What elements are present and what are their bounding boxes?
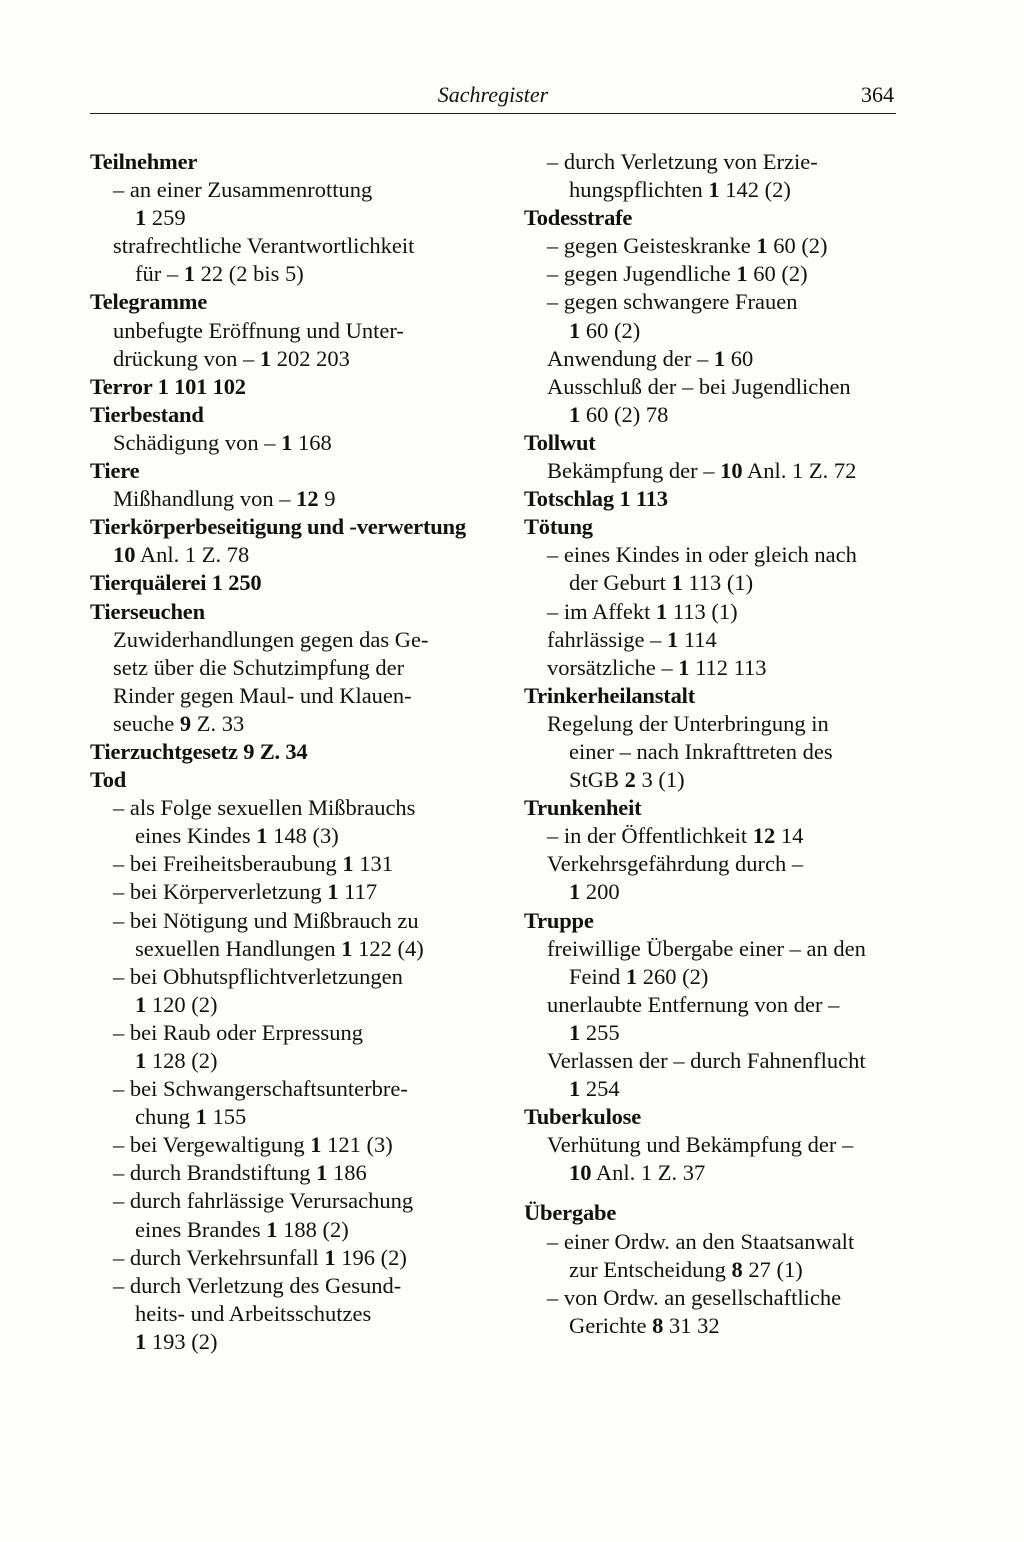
- index-entry: – bei Obhutspflichtverletzungen: [113, 963, 403, 989]
- index-entry: – durch Verkehrsunfall 1 196 (2): [113, 1244, 407, 1270]
- index-entry: heits- und Arbeitsschutzes: [135, 1300, 372, 1326]
- index-heading: Tierquälerei 1 250: [90, 570, 262, 596]
- index-entry: – durch Brandstiftung 1 186: [113, 1160, 367, 1186]
- index-column-left: [90, 148, 466, 1356]
- index-entry: eines Brandes 1 188 (2): [135, 1216, 349, 1242]
- index-entry: strafrechtliche Verantwortlichkeit: [113, 233, 415, 259]
- index-entry: Feind 1 260 (2): [569, 963, 709, 989]
- index-entry: Zuwiderhandlungen gegen das Ge-: [113, 626, 429, 652]
- index-entry: 1 60 (2): [569, 317, 641, 343]
- index-entry: Regelung der Unterbringung in: [547, 710, 829, 736]
- index-heading: Truppe: [524, 907, 594, 933]
- index-entry: Anwendung der – 1 60: [547, 345, 754, 371]
- index-spacer: [524, 1187, 898, 1199]
- page-number: 364: [861, 82, 894, 107]
- index-heading: Tiere: [90, 458, 140, 484]
- index-heading: Tierbestand: [90, 401, 204, 427]
- index-entry: Ausschluß der – bei Jugendlichen: [547, 373, 851, 399]
- index-entry: – durch fahrlässige Verursachung: [113, 1188, 414, 1214]
- index-entry: – bei Vergewaltigung 1 121 (3): [113, 1132, 393, 1158]
- index-heading: Totschlag 1 113: [524, 486, 668, 512]
- index-entry: der Geburt 1 113 (1): [569, 570, 754, 596]
- index-entry: – von Ordw. an gesellschaftliche: [547, 1284, 842, 1310]
- index-heading: Tierzuchtgesetz 9 Z. 34: [90, 738, 308, 764]
- index-entry: – gegen Geisteskranke 1 60 (2): [547, 233, 828, 259]
- index-entry: – als Folge sexuellen Mißbrauchs: [113, 795, 416, 821]
- index-entry: – an einer Zusammenrottung: [113, 177, 373, 203]
- index-heading: Terror 1 101 102: [90, 373, 246, 399]
- index-entry: unerlaubte Entfernung von der –: [547, 991, 840, 1017]
- index-entry: 1 255: [569, 1019, 620, 1045]
- index-entry: fahrlässige – 1 114: [547, 626, 717, 652]
- index-entry: – bei Freiheitsberaubung 1 131: [113, 851, 393, 877]
- index-entry: eines Kindes 1 148 (3): [135, 823, 339, 849]
- index-entry: Verkehrsgefährdung durch –: [547, 851, 804, 877]
- index-entry: Verlassen der – durch Fahnenflucht: [547, 1048, 866, 1073]
- index-entry: – bei Körperverletzung 1 117: [113, 879, 378, 905]
- index-entry: unbefugte Eröffnung und Unter-: [113, 317, 404, 343]
- index-entry: – eines Kindes in oder gleich nach: [547, 542, 857, 568]
- index-entry: StGB 2 3 (1): [569, 767, 685, 793]
- index-heading: Tierkörperbeseitigung und -verwertung: [90, 514, 466, 540]
- index-entry: 1 60 (2) 78: [569, 401, 669, 427]
- index-entry: zur Entscheidung 8 27 (1): [569, 1256, 803, 1282]
- index-entry: drückung von – 1 202 203: [113, 345, 350, 371]
- index-entry: 1 259: [135, 205, 186, 231]
- index-entry: – in der Öffentlichkeit 12 14: [547, 823, 804, 849]
- index-entry: – bei Schwangerschaftsunterbre-: [113, 1076, 408, 1102]
- index-heading: Teilnehmer: [90, 149, 198, 174]
- index-heading: Tuberkulose: [524, 1104, 642, 1130]
- index-entry: einer – nach Inkrafttreten des: [569, 738, 833, 764]
- index-entry: – gegen Jugendliche 1 60 (2): [547, 261, 808, 287]
- index-heading: Telegramme: [90, 289, 208, 315]
- index-entry: – einer Ordw. an den Staatsanwalt: [547, 1228, 855, 1254]
- index-entry: – gegen schwangere Frauen: [547, 289, 798, 315]
- index-entry: 1 128 (2): [135, 1048, 218, 1073]
- index-entry: Bekämpfung der – 10 Anl. 1 Z. 72: [547, 458, 857, 484]
- running-header: [90, 78, 896, 114]
- index-entry: 10 Anl. 1 Z. 78: [113, 542, 250, 568]
- index-heading: Trinkerheilanstalt: [524, 682, 695, 708]
- index-entry: Rinder gegen Maul- und Klauen-: [113, 682, 412, 708]
- index-column-right: [524, 148, 898, 1340]
- index-heading: Tollwut: [524, 429, 596, 455]
- index-entry: hungspflichten 1 142 (2): [569, 177, 791, 203]
- index-heading: Übergabe: [524, 1200, 617, 1226]
- running-title: Sachregister: [437, 82, 549, 107]
- index-entry: Verhütung und Bekämpfung der –: [547, 1132, 854, 1158]
- index-entry: 1 193 (2): [135, 1328, 218, 1354]
- index-heading: Tod: [90, 767, 127, 793]
- index-heading: Trunkenheit: [524, 795, 642, 821]
- index-heading: Tierseuchen: [90, 598, 205, 624]
- index-entry: Mißhandlung von – 12 9: [113, 486, 336, 512]
- index-entry: 1 200: [569, 879, 620, 905]
- index-entry: – durch Verletzung von Erzie-: [547, 149, 818, 174]
- index-entry: seuche 9 Z. 33: [113, 710, 245, 736]
- index-entry: freiwillige Übergabe einer – an den: [547, 935, 866, 961]
- index-entry: vorsätzliche – 1 112 113: [547, 654, 767, 680]
- index-entry: für – 1 22 (2 bis 5): [135, 261, 304, 287]
- index-entry: setz über die Schutzimpfung der: [113, 654, 405, 680]
- index-heading: Todesstrafe: [524, 205, 633, 231]
- index-entry: 1 254: [569, 1076, 620, 1102]
- index-entry: – bei Raub oder Erpressung: [113, 1019, 363, 1045]
- index-entry: sexuellen Handlungen 1 122 (4): [135, 935, 424, 961]
- index-entry: 1 120 (2): [135, 991, 218, 1017]
- header-rule: [90, 113, 896, 114]
- index-heading: Tötung: [524, 514, 593, 540]
- index-entry: – im Affekt 1 113 (1): [547, 598, 738, 624]
- index-entry: Gerichte 8 31 32: [569, 1312, 720, 1338]
- index-entry: – bei Nötigung und Mißbrauch zu: [113, 907, 419, 933]
- index-entry: chung 1 155: [135, 1104, 247, 1130]
- index-entry: – durch Verletzung des Gesund-: [113, 1272, 402, 1298]
- index-entry: 10 Anl. 1 Z. 37: [569, 1160, 706, 1186]
- index-entry: Schädigung von – 1 168: [113, 429, 332, 455]
